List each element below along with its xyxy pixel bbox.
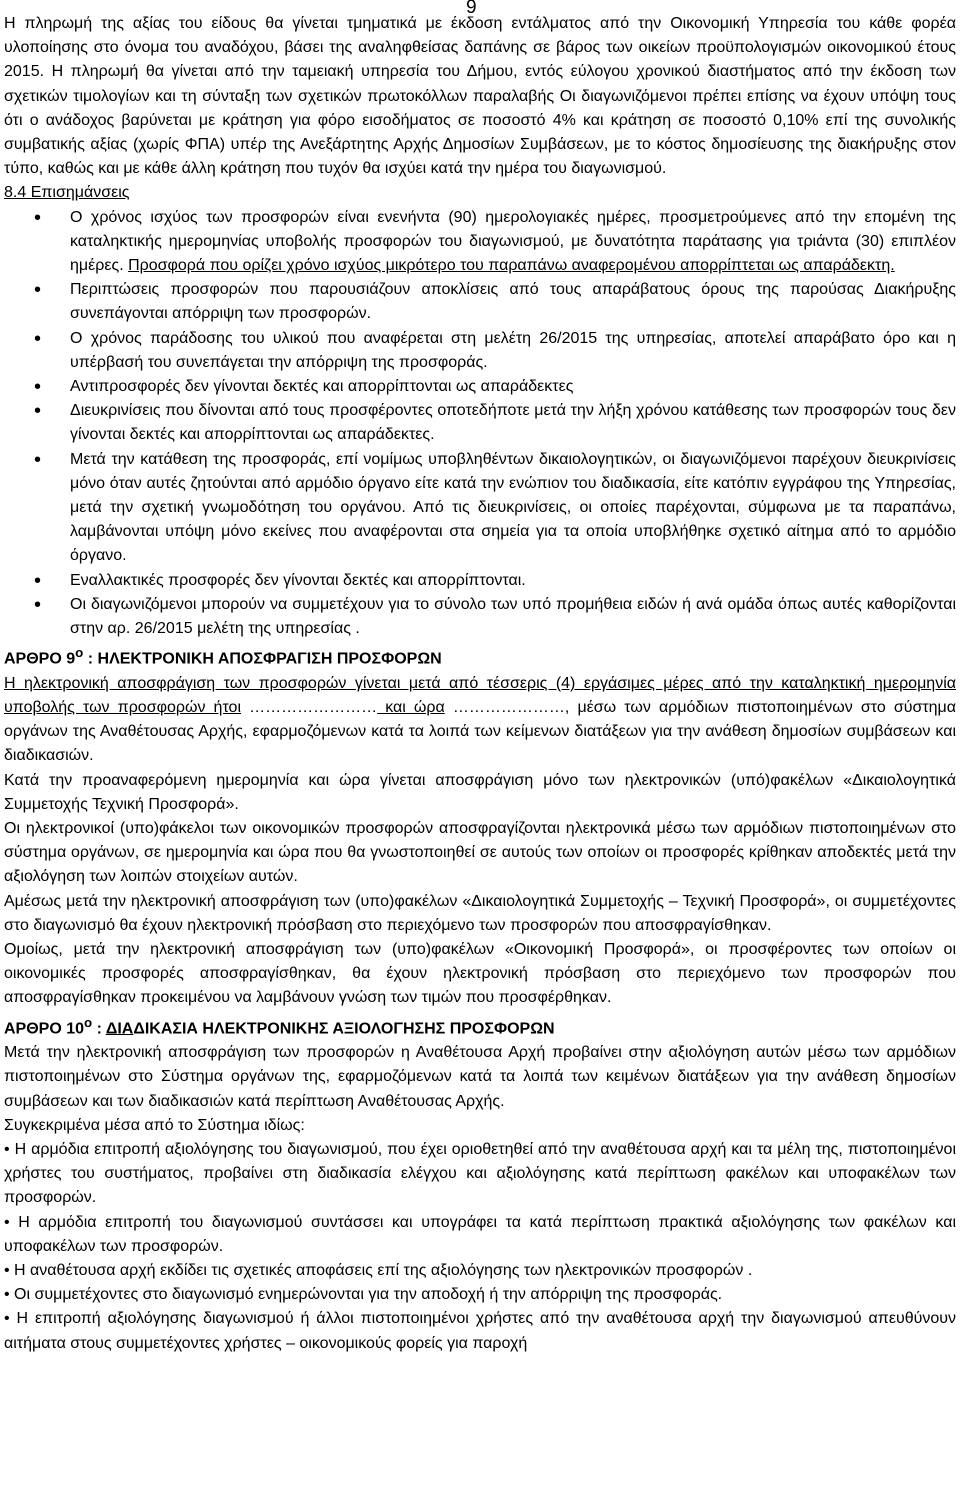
list-item: • Μετά την κατάθεση της προσφοράς, επί νομίμως υποβληθέντων δικαιολογητικών, οι διαγωνιζόμενοι παρέχουν διευκρινίσεις μόνο όταν αυτές ζητούνται από αρμόδιο όργανο είτε κατά την ενώπιον του διαδικασία, είτε κατόπιν εγγράφου της Υπηρεσίας, μετά την σχετική γνωμοδότηση του οργάνου. Από τις διευκρινίσεις, οι οποίες παρέχονται, σύμφωνα με τα παραπάνω, λαμβάνονται υπόψη μόνο εκείνες που αναφέρονται στα σημεία για τα οποία υποβλήθηκε σχετικό αίτημα από το αρμόδιο όργανο. — [4, 448, 956, 569]
time-label: και ώρα — [377, 699, 445, 717]
list-item: • Διευκρινίσεις που δίνονται από τους προσφέροντες οποτεδήποτε μετά την λήξη χρόνου κατάθεσης των προσφορών τους δεν γίνονται δεκτές και απορρίπτονται ως απαράδεκτες. — [4, 399, 956, 447]
article-10-item-text: Η αναθέτουσα αρχή εκδίδει τις σχετικές αποφάσεις επί της αξιολόγησης των ηλεκτρονικών προσφορών . — [9, 1262, 753, 1280]
bullet-glyph: • — [4, 1141, 10, 1158]
article-9-heading-text: ΑΡΘΡΟ 9 — [4, 650, 76, 668]
article-10-item-5 — [4, 1307, 956, 1355]
article-10-item-3 — [4, 1259, 956, 1283]
article-9-heading-title: : ΗΛΕΚΤΡΟΝΙΚΗ ΑΠΟΣΦΡΑΓΙΣΗ ΠΡΟΣΦΟΡΩΝ — [83, 650, 442, 668]
section-8-4-heading-text: 8.4 Επισημάνσεις — [4, 184, 130, 202]
bullet-glyph: • — [4, 1310, 10, 1328]
article-10-heading-title: ΔΙΚΑΣΙΑ ΗΛΕΚΤΡΟΝΙΚΗΣ ΑΞΙΟΛΟΓΗΣΗΣ ΠΡΟΣΦΟΡΩΝ — [133, 1019, 555, 1037]
bullet-glyph: • — [4, 1213, 10, 1231]
date-blank: …………………… — [241, 699, 378, 717]
article-9-paragraph-4: Αμέσως μετά την ηλεκτρονική αποσφράγιση των (υπο)φακέλων «Δικαιολογητικά Συμμετοχής – Τεχνική Προσφορά», οι συμμετέχοντες στο διαγωνισμό θα έχουν ηλεκτρονική πρόσβαση στο περιεχόμενο των προσφορών που αποσφραγίσθηκαν. — [4, 892, 956, 934]
article-9-underlined-text: Η ηλεκτρονική αποσφράγιση των προσφορών γίνεται μετά από τέσσερις (4) εργάσιμες μέρες από την καταληκτική ημερομηνία υποβολής των προσφορών ήτοι — [4, 674, 956, 717]
list-item: • Οι διαγωνιζόμενοι μπορούν να συμμετέχουν για το σύνολο των υπό προμήθεια ειδών ή ανά ομάδα όπως αυτές καθορίζονται στην αρ. 26/2015 μελέτη της υπηρεσίας . — [4, 593, 956, 641]
bullet-glyph: • — [4, 1262, 10, 1280]
article-10-item-text: Οι συμμετέχοντες στο διαγωνισμό ενημερώνονται για την αποδοχή ή την απόρριψη της προσφοράς. — [9, 1286, 723, 1304]
document-body — [4, 12, 956, 1356]
section-8-4-heading — [4, 181, 956, 205]
article-10-paragraph-1: Μετά την ηλεκτρονική αποσφράγιση των προσφορών η Αναθέτουσα Αρχή προβαίνει στην αξιολόγηση αυτών μέσω των αρμόδιων πιστοποιημένων στο Σύστημα οργάνων της, εφαρμοζόμενων κατά τα λοιπά των κειμένων διατάξεων για την ανάθεση δημοσίων συμβάσεων και των διαδικασιών κατά περίπτωση Αναθέτουσας Αρχής. — [4, 1044, 956, 1110]
article-10-paragraph-2: Συγκεκριμένα μέσα από το Σύστημα ιδίως: — [4, 1116, 305, 1134]
list-item: • Εναλλακτικές προσφορές δεν γίνονται δεκτές και απορρίπτονται. — [4, 569, 956, 593]
intro-paragraph: Η πληρωμή της αξίας του είδους θα γίνεται τμηματικά με έκδοση εντάλματος από την Οικονομική Υπηρεσία του κάθε φορέα υλοποίησης στο όνομα του αναδόχου, βάσει της αναληφθείσας δαπάνης σε βάρος των οικείων προϋπολογισμών οικονομικού έτους 2015. Η πληρωμή θα γίνεται από την ταμειακή υπηρεσία του Δήμου, εντός εύλογου χρονικού διαστήματος από την έκδοση των σχετικών τιμολογίων και τη σύνταξη των σχετικών πρωτοκόλλων παραλαβής Οι διαγωνιζόμενοι πρέπει επίσης να έχουν υπόψη τους ότι ο ανάδοχος βαρύνεται με κράτηση για φόρο εισοδήματος σε ποσοστό 4% και κράτηση σε ποσοστό 0,10% επί της συνολικής συμβατικής αξίας (χωρίς ΦΠΑ) υπέρ της Ανεξάρτητης Αρχής Δημοσίων Συμβάσεων, με το κόστος δημοσίευσης της διακήρυξης στον τύπο, καθώς και με κάθε άλλη κράτηση που τυχόν θα ισχύει κατά την ημέρα του διαγωνισμού. — [4, 15, 956, 178]
time-blank: …………………, — [444, 699, 570, 717]
list-item — [4, 206, 956, 279]
article-10-heading-colon: : — [92, 1019, 106, 1037]
article-10-item-text: Η αρμόδια επιτροπή αξιολόγησης του διαγωνισμού, που έχει οριοθετηθεί από την αναθέτουσα αρχή και τα μέλη της, πιστοποιημένοι χρήστες του συστήματος, προβαίνει στη διαδικασία ελέγχου και αξιολόγησης κατά περίπτωση φακέλων και υποφακέλων των προσφορών. — [4, 1141, 956, 1207]
list-item: • Αντιπροσφορές δεν γίνονται δεκτές και απορρίπτονται ως απαράδεκτες — [4, 375, 956, 399]
article-9-paragraph-5: Ομοίως, μετά την ηλεκτρονική αποσφράγιση των (υπο)φακέλων «Οικονομική Προσφορά», οι προσφέροντες των οποίων οι οικονομικές προσφορές αποσφραγίσθηκαν, θα έχουν ηλεκτρονική πρόσβαση στο περιεχόμενο των προσφορών που αποσφραγίσθηκαν προκειμένου να λαμβάνουν γνώση των τιμών που προσφέρθηκαν. — [4, 941, 956, 1007]
article-10-item-text: Η αρμόδια επιτροπή του διαγωνισμού συντάσσει και υπογράφει τα κατά περίπτωση πρακτικά αξιολόγησης των φακέλων και υποφακέλων των προσφορών. — [4, 1213, 956, 1255]
article-10-heading-sup: ο — [84, 1014, 93, 1030]
article-9-paragraph-3: Οι ηλεκτρονικοί (υπο)φάκελοι των οικονομικών προσφορών αποσφραγίζονται ηλεκτρονικά μέσω των αρμόδιων πιστοποιημένων στο σύστημα οργάνων, σε ημερομηνία και ώρα που θα γνωστοποιηθεί σε αυτούς των οποίων οι προσφορές κρίθηκαν αποδεκτές μετά την αξιολόγηση των λοιπών στοιχείων αυτών. — [4, 820, 956, 886]
article-10-item-4 — [4, 1283, 956, 1307]
article-10-heading-text: ΑΡΘΡΟ 10 — [4, 1019, 85, 1037]
page-number: 9 — [466, 0, 477, 18]
list-item: • Περιπτώσεις προσφορών που παρουσιάζουν αποκλίσεις από τους απαράβατους όρους της παρούσας Διακήρυξης συνεπάγονται απόρριψη των προσφορών. — [4, 278, 956, 326]
bullet-glyph: • — [4, 1286, 10, 1304]
article-10-heading — [4, 1011, 956, 1042]
list-item-text: Ο χρόνος ισχύος των προσφορών είναι ενενήντα (90) ημερολογιακές ημέρες, προσμετρούμενες από την επομένη της καταληκτικής ημερομηνίας υποβολής προσφορών του διαγωνισμού, με δυνατότητα παράτασης για τριάντα (30) επιπλέον ημέρες. — [70, 208, 956, 275]
article-10-item-2 — [4, 1211, 956, 1259]
article-10-item-1 — [4, 1138, 956, 1211]
article-9-heading — [4, 641, 956, 672]
list-item: • Ο χρόνος παράδοσης του υλικού που αναφέρεται στη μελέτη 26/2015 της υπηρεσίας, αποτελεί απαράβατο όρο και η υπέρβασή του συνεπάγεται την απόρριψη της προσφοράς. — [4, 327, 956, 375]
article-10-item-text: Η επιτροπή αξιολόγησης διαγωνισμού ή άλλοι πιστοποιημένοι χρήστες από την αναθέτουσα αρχή την διαγωνισμού απευθύνουν αιτήματα στους συμμετέχοντες χρήστες – οικονομικούς φορείς για παροχή — [4, 1310, 956, 1352]
section-8-4-bullet-list — [4, 206, 956, 642]
article-9-paragraph-2: Κατά την προαναφερόμενη ημερομηνία και ώρα γίνεται αποσφράγιση μόνο των ηλεκτρονικών (υπό)φακέλων «Δικαιολογητικά Συμμετοχής Τεχνική Προσφορά». — [4, 771, 956, 813]
article-10-heading-underlined: ΔΙΑ — [105, 1019, 134, 1037]
article-9-heading-sup: ο — [75, 645, 84, 661]
article-9-paragraph-1-rest: μέσω των αρμόδιων πιστοποιημένων στο σύστημα οργάνων της Αναθέτουσας Αρχής, εφαρμοζόμενων κατά τα λοιπά των κείμενων διατάξεων για την ανάθεση δημοσίων συμβάσεων και διαδικασιών. — [4, 699, 957, 765]
list-item-underlined-text: Προσφορά που ορίζει χρόνο ισχύος μικρότερο του παραπάνω αναφερομένου απορρίπτεται ως απαράδεκτη. — [128, 257, 895, 275]
article-9-paragraph-1 — [4, 672, 956, 769]
